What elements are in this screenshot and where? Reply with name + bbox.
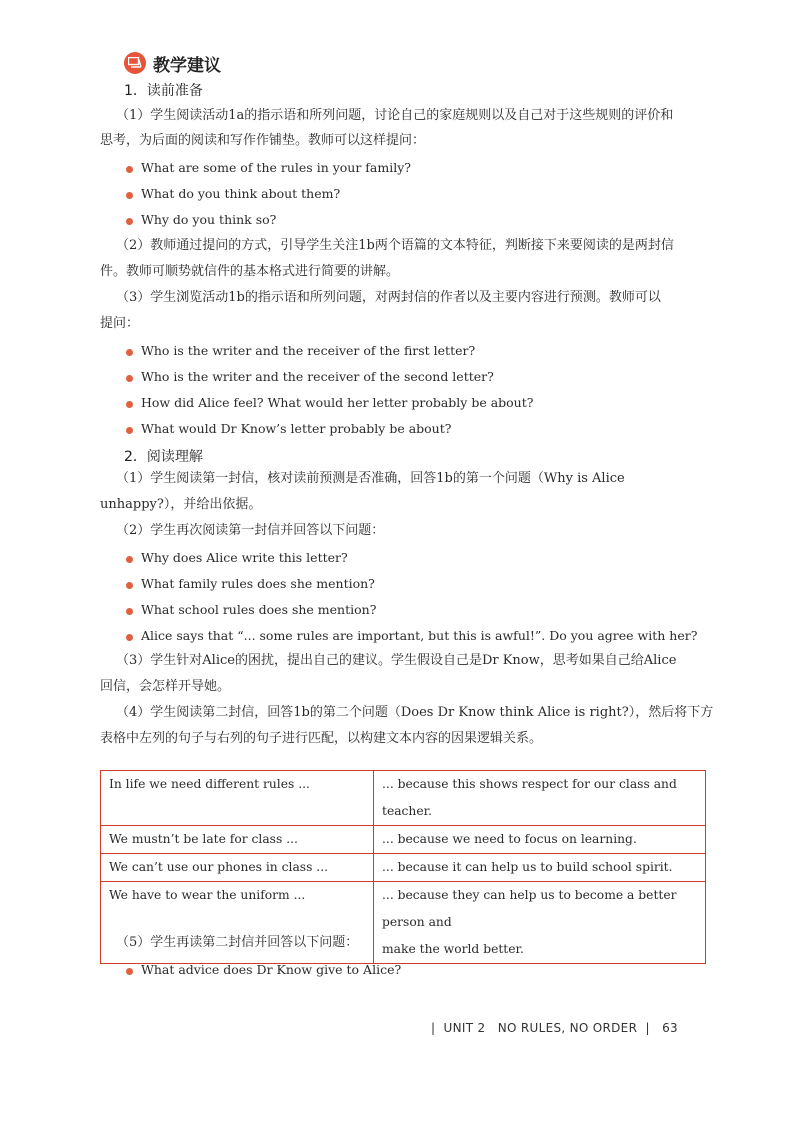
page-number: 63 [662, 1021, 678, 1035]
question-item: How did Alice feel? What would her letter probably be about? [141, 395, 534, 410]
bullet-icon [126, 556, 133, 563]
table-cell-right: ... because we need to focus on learning. [374, 826, 706, 854]
table-cell-left: In life we need different rules ... [101, 771, 374, 826]
paragraph-1-line-2: 思考，为后面的阅读和写作作铺垫。教师可以这样提问： [100, 133, 426, 148]
table-cell-right: ... because this shows respect for our class and teacher. [374, 771, 706, 826]
paragraph-7-line-1: （4）学生阅读第二封信，回答1b的第二个问题（Does Dr Know think Alice is right?），然后将下方 [116, 705, 714, 720]
paragraph-6-line-1: （3）学生针对Alice的困扰，提出自己的建议。学生假设自己是Dr Know，思考如果自己给Alice [116, 653, 677, 668]
question-item: What would Dr Know’s letter probably be about? [141, 421, 452, 436]
table-row [101, 771, 706, 826]
table-row [101, 826, 706, 854]
table-cell-right-line-2: make the world better. [382, 942, 524, 956]
footer-unit: UNIT 2 [443, 1021, 486, 1035]
footer-divider: | [645, 1021, 663, 1035]
table-cell-right: ... because it can help us to build school spirit. [374, 854, 706, 882]
page-footer [431, 1021, 678, 1035]
bullet-icon [126, 166, 133, 173]
heading-pre-reading: 1．读前准备 [124, 83, 203, 99]
question-item: What advice does Dr Know give to Alice? [141, 962, 402, 977]
table-cell-left: We can’t use our phones in class ... [101, 854, 374, 882]
paragraph-5-line-1: （2）学生再次阅读第一封信并回答以下问题： [116, 523, 385, 538]
footer-divider: | [430, 1021, 444, 1035]
bullet-icon [126, 218, 133, 225]
question-item: What do you think about them? [141, 186, 341, 201]
paragraph-4-line-2: unhappy?），并给出依据。 [100, 497, 262, 512]
question-item: Who is the writer and the receiver of the first letter? [141, 343, 476, 358]
table-cell-left: We mustn’t be late for class ... [101, 826, 374, 854]
bullet-icon [126, 582, 133, 589]
section-title: 教学建议 [153, 56, 221, 76]
bullet-icon [126, 375, 133, 382]
bullet-icon [126, 634, 133, 641]
paragraph-2-line-1: （2）教师通过提问的方式，引导学生关注1b两个语篇的文本特征，判断接下来要阅读的是两封信 [116, 238, 674, 253]
table-cell-left: We have to wear the uniform ... [101, 882, 374, 964]
paragraph-8-line-1: （5）学生再读第二封信并回答以下问题： [116, 935, 359, 950]
paragraph-3-line-2: 提问： [100, 316, 140, 331]
question-item: Alice says that “... some rules are important, but this is awful!”. Do you agree with her? [141, 628, 698, 643]
paragraph-3-line-1: （3）学生浏览活动1b的指示语和所列问题，对两封信的作者以及主要内容进行预测。教师可以 [116, 290, 661, 305]
table-cell-right-line-1: ... because they can help us to become a better person and [382, 888, 677, 929]
question-item: What school rules does she mention? [141, 602, 377, 617]
question-item: What are some of the rules in your family? [141, 160, 411, 175]
bullet-icon [126, 401, 133, 408]
footer-unit-title: NO RULES, NO ORDER [497, 1021, 638, 1035]
paragraph-2-line-2: 件。教师可顺势就信件的基本格式进行简要的讲解。 [100, 264, 400, 279]
bullet-icon [126, 349, 133, 356]
question-item: Why do you think so? [141, 212, 277, 227]
paragraph-1-line-1: （1）学生阅读活动1a的指示语和所列问题，讨论自己的家庭规则以及自己对于这些规则的评价和 [116, 108, 674, 123]
paragraph-6-line-2: 回信，会怎样开导她。 [100, 679, 231, 694]
question-item: Why does Alice write this letter? [141, 550, 348, 565]
bullet-icon [126, 968, 133, 975]
paragraph-7-line-2: 表格中左列的句子与右列的句子进行匹配，以构建文本内容的因果逻辑关系。 [100, 731, 543, 746]
heading-reading-comprehension: 2．阅读理解 [124, 449, 203, 465]
question-item: Who is the writer and the receiver of the second letter? [141, 369, 494, 384]
bullet-icon [126, 192, 133, 199]
table-cell-right [374, 882, 706, 964]
bullet-icon [126, 427, 133, 434]
question-item: What family rules does she mention? [141, 576, 375, 591]
table-row [101, 854, 706, 882]
paragraph-4-line-1: （1）学生阅读第一封信，核对读前预测是否准确，回答1b的第一个问题（Why is Alice [116, 471, 625, 486]
bullet-icon [126, 608, 133, 615]
lecture-icon [124, 52, 146, 74]
